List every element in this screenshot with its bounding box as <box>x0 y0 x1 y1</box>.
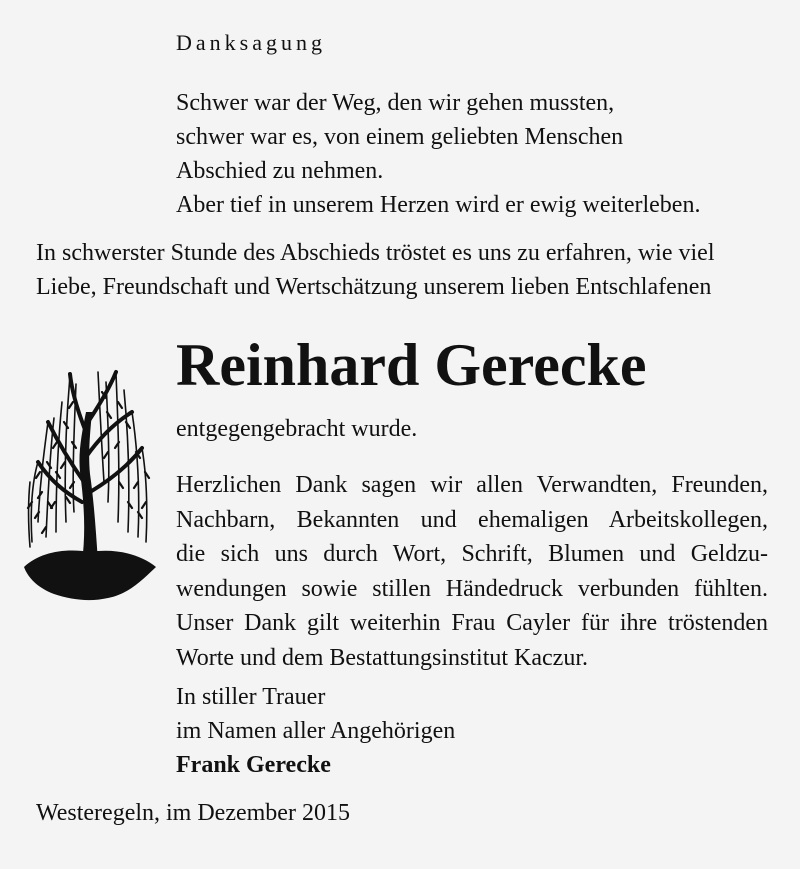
closing-block <box>176 680 455 782</box>
poem-line: Abschied zu nehmen. <box>176 158 384 184</box>
thanks-line: die sich uns durch Wort, Schrift, Blumen und Geldzu- <box>176 541 768 567</box>
intro-text <box>36 236 714 304</box>
poem-line: Aber tief in unserem Herzen wird er ewig weiterleben. <box>176 192 701 218</box>
thanks-line: Unser Dank gilt weiterhin Frau Cayler für ihre tröstenden <box>176 610 768 636</box>
deceased-name: Reinhard Gerecke <box>176 332 647 398</box>
poem-line: Schwer war der Weg, den wir gehen mussten, <box>176 90 615 116</box>
poem <box>176 86 700 222</box>
poem-line: schwer war es, von einem geliebten Menschen <box>176 124 624 150</box>
after-name-text: entgegengebracht wurde. <box>176 416 418 442</box>
thanks-line: Herzlichen Dank sagen wir allen Verwandten, Freunden, <box>176 472 768 498</box>
thanks-line: Worte und dem Bestattungsinstitut Kaczur. <box>176 644 588 671</box>
thanks-line: wendungen sowie stillen Händedruck verbunden fühlten. <box>176 575 768 602</box>
signer-name: Frank Gerecke <box>176 752 331 778</box>
weeping-willow-icon <box>20 362 160 612</box>
closing-line: In stiller Trauer <box>176 684 326 710</box>
notice-heading: Danksagung <box>176 30 326 55</box>
thanks-paragraph <box>176 468 768 675</box>
place-date: Westeregeln, im Dezember 2015 <box>36 800 350 826</box>
thanks-line: Nachbarn, Bekannten und ehemaligen Arbeitskollegen, <box>176 506 768 533</box>
intro-line: Liebe, Freundschaft und Wertschätzung unserem lieben Entschlafenen <box>36 274 712 300</box>
closing-line: im Namen aller Angehörigen <box>176 718 456 744</box>
intro-line: In schwerster Stunde des Abschieds tröstet es uns zu erfahren, wie viel <box>36 240 715 266</box>
